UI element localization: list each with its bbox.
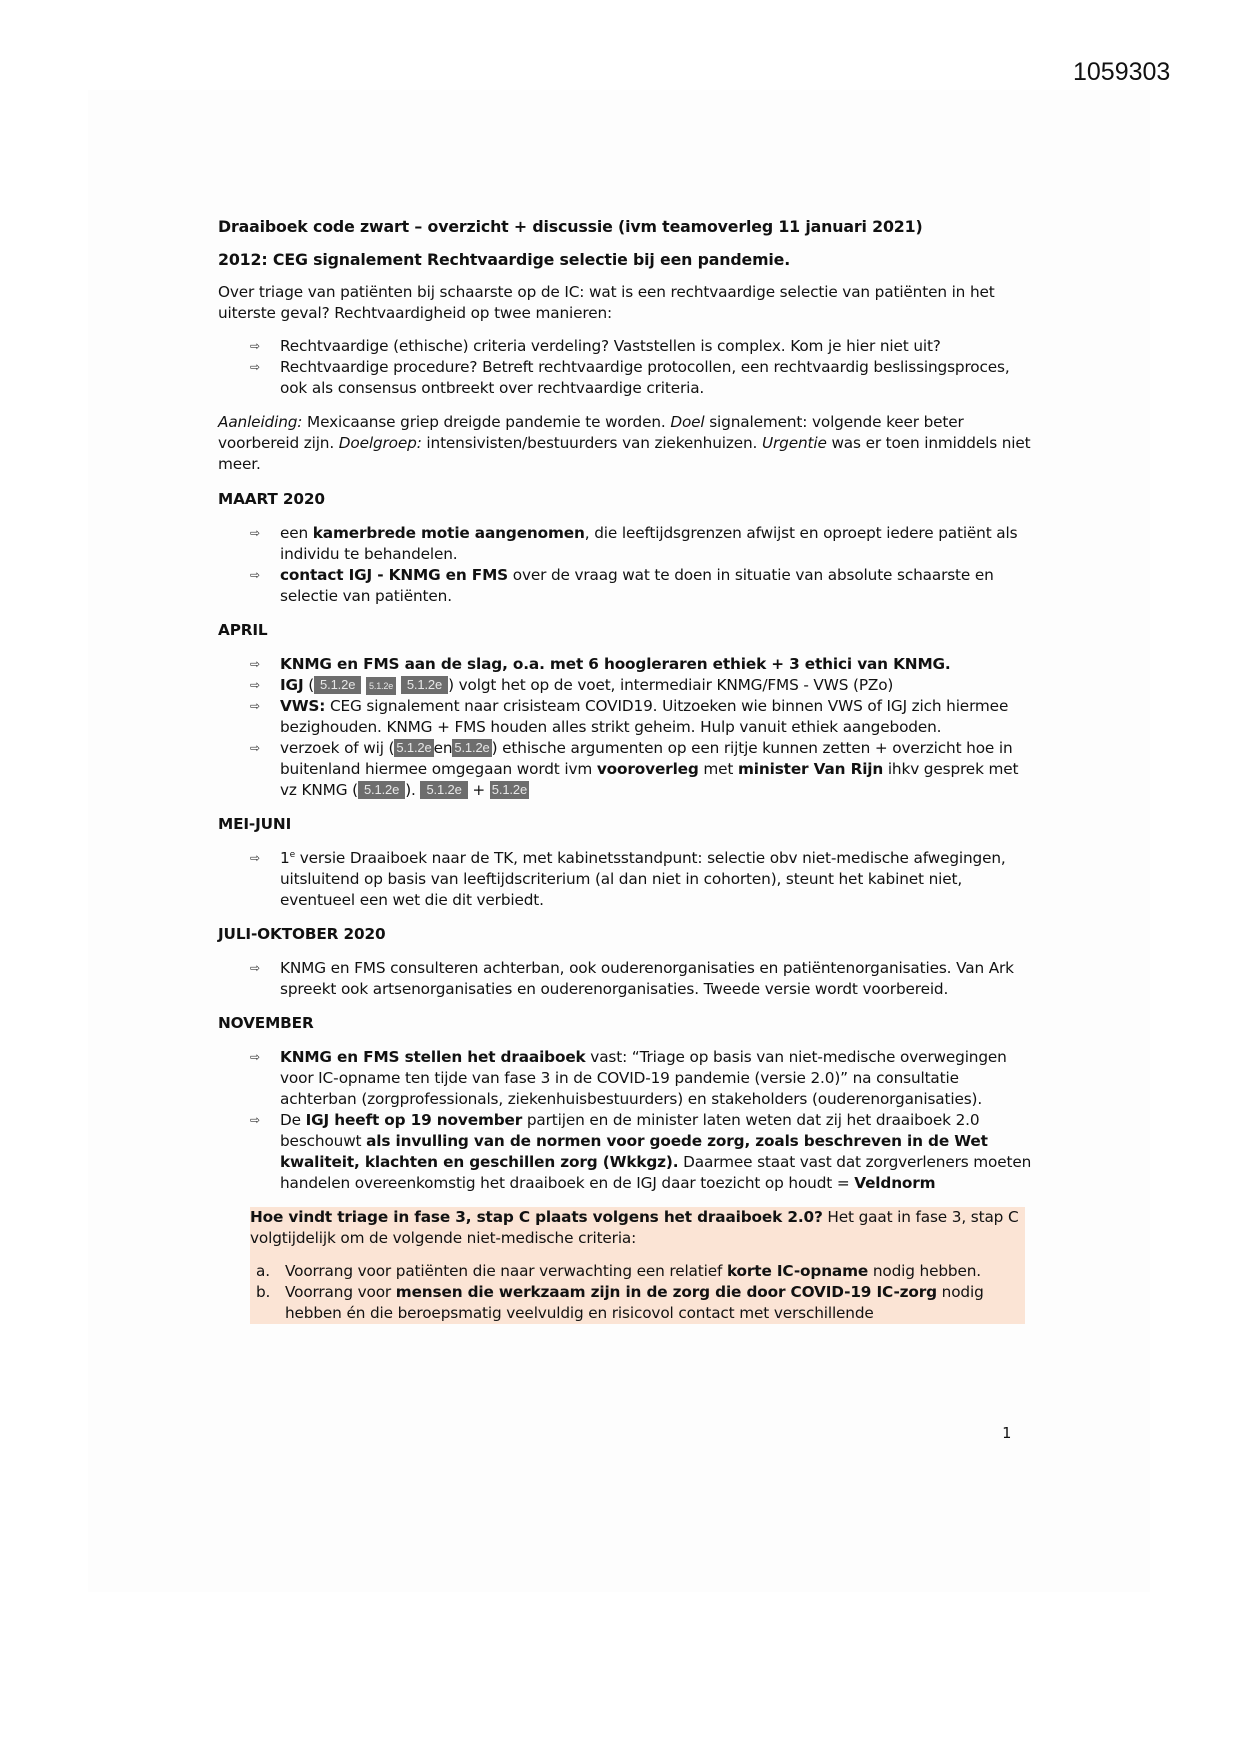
- section-april-heading: APRIL: [218, 621, 268, 639]
- list-item: ⇨ VWS: CEG signalement naar crisisteam COVID19. Uitzoeken wie binnen VWS of IGJ zich hiermee bezighouden. KNMG + FMS houden alles strikt geheim. Hulp vanuit ethiek aangeboden.: [250, 697, 1009, 736]
- maart-bullet-list: [218, 523, 1038, 607]
- arrow-right-icon: ⇨: [250, 851, 260, 865]
- april-bullet-list: [218, 654, 1038, 801]
- list-item: ⇨ Rechtvaardige (ethische) criteria verdeling? Vaststellen is complex. Kom je hier niet uit?: [250, 337, 941, 355]
- document-content: [218, 216, 1038, 1324]
- mei-juni-bullet-list: [218, 848, 1038, 911]
- list-item: ⇨ KNMG en FMS consulteren achterban, ook ouderenorganisaties en patiëntenorganisaties. Van Ark spreekt ook artsenorganisaties en ouderenorganisaties. Tweede versie wordt voorbereid.: [250, 959, 1014, 998]
- redaction-box: 5.1.2e: [420, 781, 467, 799]
- arrow-right-icon: ⇨: [250, 568, 260, 582]
- section-mei-juni-heading: MEI-JUNI: [218, 815, 292, 833]
- redaction-box: 5.1.2e: [396, 740, 432, 755]
- juli-oktober-bullet-list: [218, 958, 1038, 1000]
- section-2012-heading: 2012: CEG signalement Rechtvaardige selectie bij een pandemie.: [218, 250, 791, 269]
- redaction-box: 5.1.2e: [491, 782, 528, 797]
- triage-criteria-list: [250, 1261, 1025, 1324]
- list-item: b. Voorrang voor mensen die werkzaam zijn in de zorg die door COVID-19 IC-zorg nodig hebben én die beroepsmatig veelvuldig en risicovol contact met verschillende: [256, 1283, 984, 1322]
- page-number: 1: [1002, 1424, 1012, 1442]
- arrow-right-icon: ⇨: [250, 678, 260, 692]
- list-item: ⇨ KNMG en FMS aan de slag, o.a. met 6 hoogleraren ethiek + 3 ethici van KNMG.: [250, 655, 951, 673]
- redaction-box: 5.1.2e: [454, 740, 490, 755]
- list-item: ⇨ IGJ ( 5.1.2e 5.1.2e 5.1.2e ) volgt het op de voet, intermediair KNMG/FMS - VWS (PZo): [250, 676, 894, 694]
- intro-paragraph: Over triage van patiënten bij schaarste op de IC: wat is een rechtvaardige selectie van patiënten in het uiterste geval? Rechtvaardigheid op twee manieren:: [218, 283, 995, 322]
- arrow-right-icon: ⇨: [250, 657, 260, 671]
- intro-bullet-list: [218, 336, 1038, 399]
- redaction-box: 5.1.2e: [366, 677, 396, 695]
- arrow-right-icon: ⇨: [250, 699, 260, 713]
- list-item: ⇨ 1e versie Draaiboek naar de TK, met kabinetsstandpunt: selectie obv niet-medische afwegingen, uitsluitend op basis van leeftijdscriterium (al dan niet in cohorten), steunt het kabinet niet, eventueel een wet die dit verbiedt.: [250, 849, 1006, 909]
- arrow-right-icon: ⇨: [250, 961, 260, 975]
- section-maart-heading: MAART 2020: [218, 490, 325, 508]
- redaction-box: 5.1.2e: [401, 676, 448, 694]
- list-item: ⇨ KNMG en FMS stellen het draaiboek vast: “Triage op basis van niet-medische overwegingen voor IC-opname ten tijde van fase 3 in de COVID-19 pandemie (versie 2.0)” na consultatie achterban (zorgprofessionals, ziekenhuisbestuurders) en stakeholders (ouderenorganisaties).: [250, 1048, 1007, 1108]
- document-title: Draaiboek code zwart – overzicht + discussie (ivm teamoverleg 11 januari 2021): [218, 217, 923, 236]
- list-item: ⇨ een kamerbrede motie aangenomen, die leeftijdsgrenzen afwijst en oproept iedere patiënt als individu te behandelen.: [250, 524, 1018, 563]
- triage-question: Hoe vindt triage in fase 3, stap C plaats volgens het draaiboek 2.0? Het gaat in fase 3, stap C volgtijdelijk om de volgende niet-medische criteria:: [250, 1208, 1019, 1247]
- list-item: ⇨ Rechtvaardige procedure? Betreft rechtvaardige protocollen, een rechtvaardig beslissingsproces, ook als consensus ontbreekt over rechtvaardige criteria.: [250, 358, 1010, 397]
- list-item: ⇨ contact IGJ - KNMG en FMS over de vraag wat te doen in situatie van absolute schaarste en selectie van patiënten.: [250, 566, 994, 605]
- november-bullet-list: [218, 1047, 1038, 1194]
- arrow-right-icon: ⇨: [250, 339, 260, 353]
- list-item: ⇨ De IGJ heeft op 19 november partijen en de minister laten weten dat zij het draaiboek 2.0 beschouwt als invulling van de normen voor goede zorg, zoals beschreven in de Wet kwaliteit, klachten en geschillen zorg (Wkkgz). Daarmee staat vast dat zorgverleners moeten handelen overeenkomstig het draaiboek en de IGJ daar toezicht op houdt = Veldnorm: [250, 1111, 1032, 1192]
- section-juli-oktober-heading: JULI-OKTOBER 2020: [218, 925, 386, 943]
- arrow-right-icon: ⇨: [250, 526, 260, 540]
- arrow-right-icon: ⇨: [250, 360, 260, 374]
- list-item: ⇨ verzoek of wij ( 5.1.2e en 5.1.2e ) ethische argumenten op een rijtje kunnen zetten + overzicht hoe in buitenland hiermee omgegaan wordt ivm vooroverleg met minister Van Rijn ihkv gesprek met vz KNMG ( 5.1.2e ). 5.1.2e + 5.1.2e: [250, 739, 1019, 799]
- triage-highlight-box: [250, 1207, 1025, 1324]
- redaction-box: 5.1.2e: [358, 781, 405, 799]
- arrow-right-icon: ⇨: [250, 1113, 260, 1127]
- redaction-box: 5.1.2e: [314, 676, 361, 694]
- aanleiding-paragraph: Aanleiding: Mexicaanse griep dreigde pandemie te worden. Doel signalement: volgende keer beter voorbereid zijn. Doelgroep: intensivisten/bestuurders van ziekenhuizen. Urgentie was er toen inmiddels niet meer.: [218, 413, 1031, 473]
- document-id-number: 1059303: [1073, 58, 1171, 86]
- list-item: a. Voorrang voor patiënten die naar verwachting een relatief korte IC-opname nodig hebben.: [256, 1262, 981, 1280]
- arrow-right-icon: ⇨: [250, 741, 260, 755]
- section-november-heading: NOVEMBER: [218, 1014, 314, 1032]
- arrow-right-icon: ⇨: [250, 1050, 260, 1064]
